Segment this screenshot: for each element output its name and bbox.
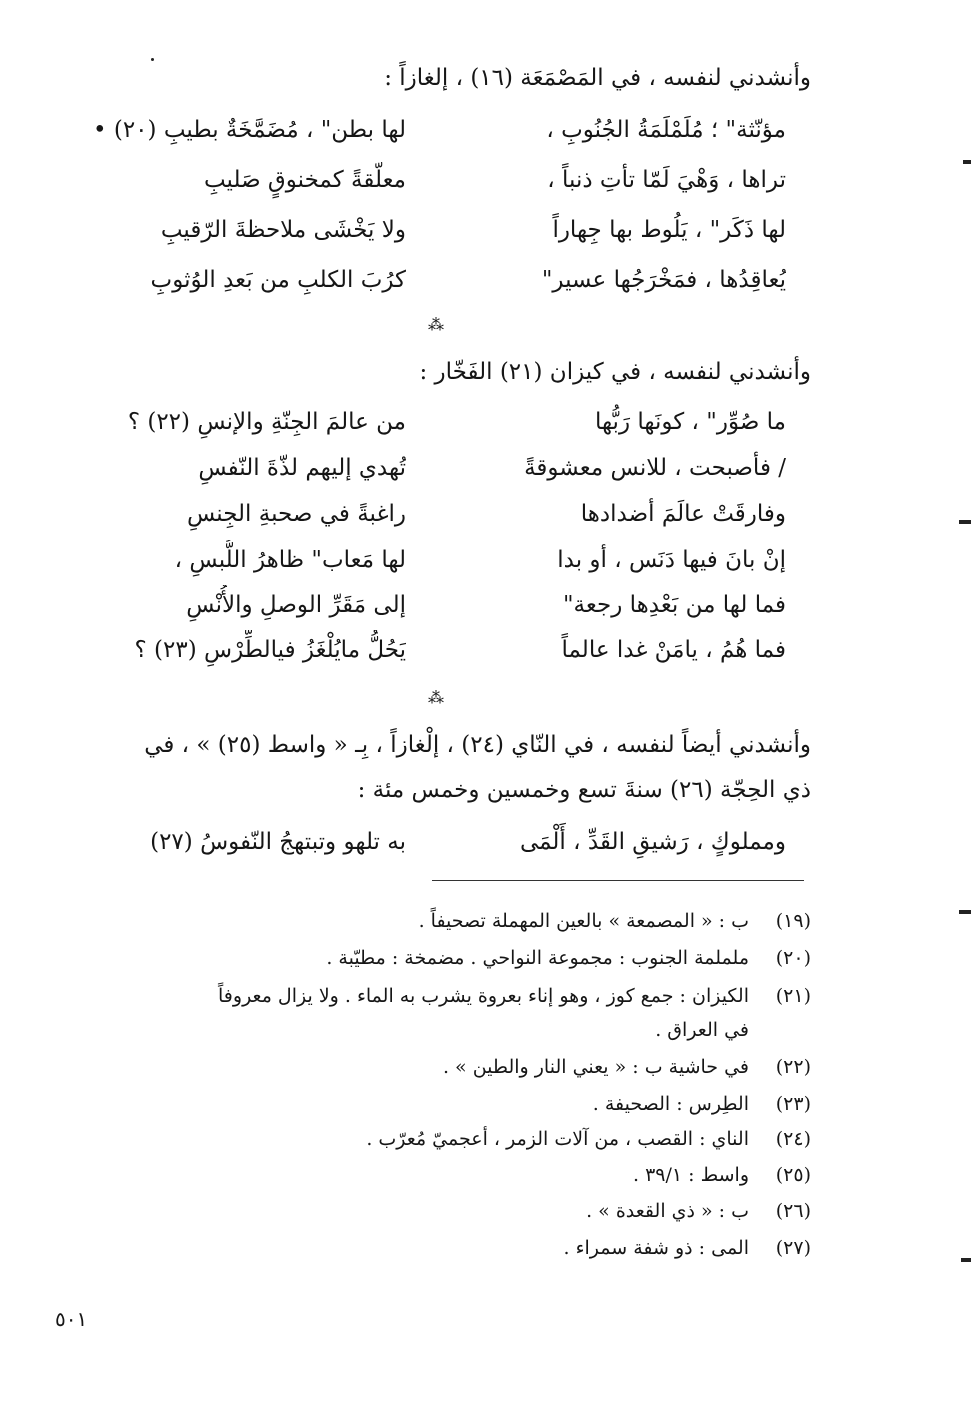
footnote-number: (٢٦): [775, 1200, 811, 1222]
footnote-number: (٢٢): [775, 1056, 811, 1078]
footnote-text: المى : ذو شفة سمراء .: [563, 1237, 749, 1259]
verse-hemistich-right: ومملوكٍ ، رَشيقِ القَدِّ ، أَلْمَى: [519, 829, 786, 855]
verse-hemistich-right: يُعاقِدُها ، فمَخْرَجُها عسير": [541, 267, 786, 293]
verse-hemistich-left: كرُبَ الكلبِ من بَعدِ الوُثوبِ: [150, 267, 406, 293]
margin-mark: [959, 910, 971, 914]
verse-hemistich-left: به تلهو وتبتهجُ النّفوسُ (٢٧): [150, 829, 406, 855]
footnote-text: الكيزان : جمع كوز ، وهو إناء بعروة يشرب به الماء . ولا يزال معروفاً: [218, 985, 749, 1007]
footnote-text: الناي : القصب ، من آلات الزمر ، أعجميّ مُعرّب .: [366, 1128, 749, 1150]
verse-hemistich-right: وفارقَتْ عالَمَ أضدادها: [580, 501, 786, 527]
section-stars: ⁂: [428, 315, 442, 334]
footnote-text: ململمة الجنوب : مجموعة النواحي . مضمخة : مطيّبة .: [326, 947, 749, 969]
intro-paragraph-continuation: ذي الحِجّة (٢٦) سنةَ تسع وخمسين وخمس مئة :: [357, 777, 811, 803]
footnote-number: (٢٣): [775, 1093, 811, 1115]
footnote-number: (٢١): [775, 985, 811, 1007]
intro-paragraph: وأنشدني لنفسه ، في المَصْمَعَة (١٦) ، إلغازاً :: [384, 65, 811, 91]
margin-mark: [959, 520, 971, 524]
verse-hemistich-left: راغبةً في صحبةِ الجِنسِ: [186, 501, 406, 527]
verse-hemistich-left: إلى مَقَرِّ الوصلِ والأُنْسِ: [186, 592, 406, 618]
verse-hemistich-left: ولا يَخْشَى ملاحظةَ الرّقيبِ: [160, 217, 406, 243]
footnote-continuation: في العراق .: [655, 1019, 749, 1041]
footnote-text: في حاشية ب : « يعني النار والطين » .: [442, 1056, 749, 1078]
verse-hemistich-right: لها ذَكَر" ، يَلُوط بها جِهاراً: [552, 217, 786, 243]
verse-hemistich-left: تُهدي إليهم لذّةَ النّفسِ: [198, 455, 406, 481]
footnote-number: (٢٠): [775, 947, 811, 969]
footnote: [211, 1231, 811, 1265]
verse-hemistich-right: فما هُمُ ، يامَنْ غدا عالماً: [561, 637, 786, 663]
footnote: [211, 1050, 811, 1084]
verse-hemistich-right: تراها ، وَهْيَ لَمّا تأتِ ذنباً ،: [547, 167, 786, 193]
page-number: ٥٠١: [55, 1307, 88, 1331]
verse-hemistich-left: من عالمَ الجِنّةِ والإنسِ (٢٢) ؟: [127, 409, 406, 435]
footnote-text: ب : « المصمعة » بالعين المهملة تصحيفاً .: [418, 910, 749, 932]
verse-hemistich-right: ما صُوِّر" ، كونَها رَبُّها: [594, 409, 786, 435]
verse-hemistich-right: / فأصبحت ، للانس معشوقةً: [524, 455, 786, 481]
footnote: [211, 1087, 811, 1121]
intro-paragraph: وأنشدني أيضاً لنفسه ، في النّاي (٢٤) ، إلْغازاً ، بِـ « واسط (٢٥) » ، في: [144, 732, 811, 758]
footnote: [211, 1122, 811, 1156]
section-stars: ⁂: [428, 688, 442, 707]
verse-hemistich-left: يَحُلُّ مايُلْغَزُ فيالطِّرْسِ (٢٣) ؟: [134, 637, 406, 663]
margin-mark: [961, 1258, 971, 1262]
footnote-number: (٢٤): [775, 1128, 811, 1150]
footnote-text: الطِرس : الصحيفة .: [592, 1093, 749, 1115]
footnote-number: (٢٥): [775, 1164, 811, 1186]
verse-hemistich-left: لها بطن" ، مُضَمَّخَةٌ بطيبِ (٢٠) •: [92, 117, 406, 143]
footnote-text: واسط : ٣٩/١ .: [632, 1164, 749, 1186]
footnote: [211, 1194, 811, 1228]
verse-hemistich-right: مؤنّثة" ؛ مُلَمْلَمَةُ الجُنُوبِ ،: [546, 117, 786, 143]
footnote-number: (٢٧): [775, 1237, 811, 1259]
footnote: [211, 941, 811, 975]
footnote-separator: [432, 880, 804, 881]
footnote-text: ب : « ذي القعدة » .: [586, 1200, 749, 1222]
margin-mark: [963, 160, 971, 164]
footnote-number: (١٩): [775, 910, 811, 932]
footnote: [211, 904, 811, 938]
verse-hemistich-left: معلّقةً كمخنوقٍ صَليبِ: [203, 167, 406, 193]
footnote: [211, 1158, 811, 1192]
footnote: [51, 979, 811, 1013]
verse-hemistich-right: فما لها من بَعْدِها رجعة": [562, 592, 786, 618]
verse-hemistich-left: لها مَعاب" ظاهرُ اللُّبسِ ،: [174, 547, 406, 573]
verse-hemistich-right: إنْ بانَ فيها دَنَس ، أو بدا: [557, 547, 786, 573]
intro-paragraph: وأنشدني لنفسه ، في كيزان (٢١) الفَخّار :: [419, 359, 811, 385]
